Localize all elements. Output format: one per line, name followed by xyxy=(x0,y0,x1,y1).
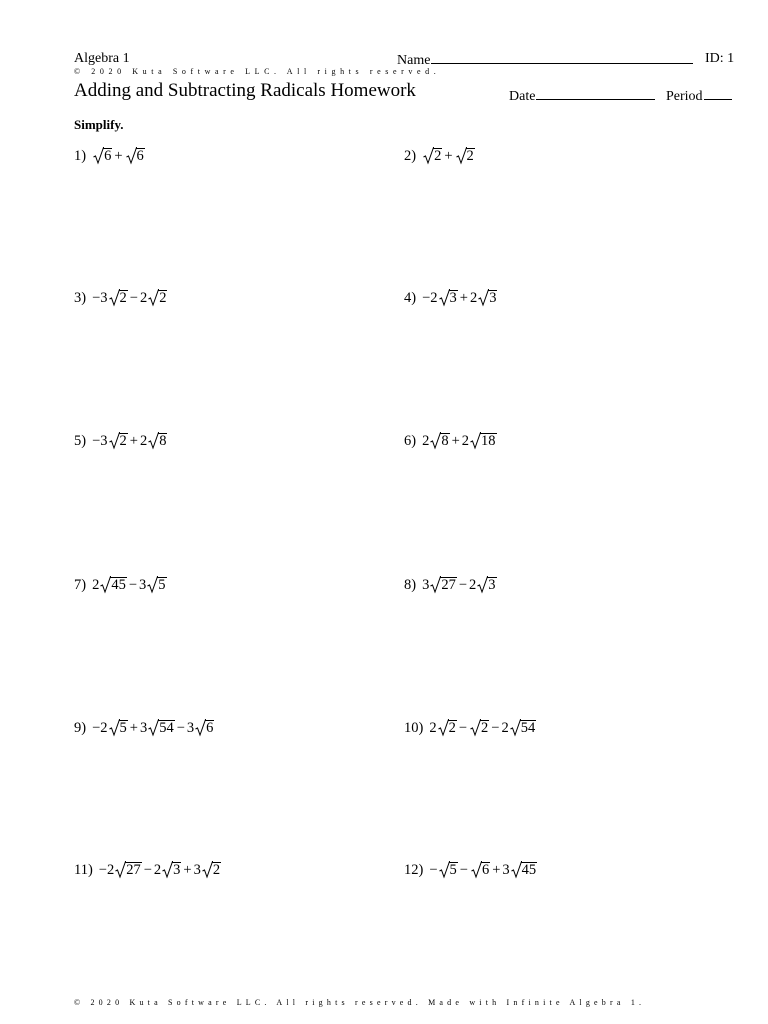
radicand: 3 xyxy=(173,862,181,878)
problem-expression xyxy=(99,862,221,878)
problem-number: 7) xyxy=(74,577,87,593)
radical xyxy=(195,720,214,737)
radicand: 2 xyxy=(448,720,456,736)
id-label: ID: 1 xyxy=(705,51,735,66)
period-blank[interactable] xyxy=(704,87,732,100)
radicand: 45 xyxy=(111,577,126,593)
coefficient: 3 xyxy=(139,577,147,593)
coefficient: 2 xyxy=(92,577,100,593)
radical-sign-icon xyxy=(510,719,521,736)
problem-3 xyxy=(74,290,167,307)
date-field[interactable] xyxy=(509,87,655,105)
problem-number: 12) xyxy=(404,862,424,878)
operator: + xyxy=(114,148,123,164)
name-blank[interactable] xyxy=(431,51,693,64)
radical-sign-icon xyxy=(100,576,111,593)
radical xyxy=(456,148,475,165)
radical-sign-icon xyxy=(471,861,482,878)
coefficient: 2 xyxy=(461,433,470,449)
radical-sign-icon xyxy=(126,147,137,164)
problem-7 xyxy=(74,577,167,594)
problem-5 xyxy=(74,433,167,450)
radicand: 5 xyxy=(119,720,127,736)
problem-number: 11) xyxy=(74,862,93,878)
radical xyxy=(511,862,538,879)
radical xyxy=(439,862,458,879)
radical-sign-icon xyxy=(456,147,467,164)
coefficient: 2 xyxy=(153,862,162,878)
radicand: 2 xyxy=(119,433,127,449)
coefficient: −2 xyxy=(92,720,108,736)
radical-sign-icon xyxy=(470,719,481,736)
radical xyxy=(477,577,496,594)
operator: + xyxy=(183,862,192,878)
coefficient: −3 xyxy=(92,433,108,449)
radicand: 2 xyxy=(159,290,167,306)
radical-sign-icon xyxy=(109,432,120,449)
operator: + xyxy=(451,433,460,449)
problem-12 xyxy=(404,862,537,879)
problem-11 xyxy=(74,862,221,879)
problem-2 xyxy=(404,148,475,165)
operator: − xyxy=(459,862,468,878)
problem-number: 4) xyxy=(404,290,417,306)
coefficient: 2 xyxy=(501,720,509,736)
radical-sign-icon xyxy=(438,719,449,736)
radical xyxy=(109,720,128,737)
problem-6 xyxy=(404,433,497,450)
copyright-footer: © 2020 Kuta Software LLC. All rights reserved. Made with Infinite Algebra 1. xyxy=(74,998,646,1007)
radicand: 2 xyxy=(119,290,127,306)
coefficient: 2 xyxy=(469,577,477,593)
radicand: 45 xyxy=(521,862,537,878)
radicand: 8 xyxy=(441,433,449,449)
radical-sign-icon xyxy=(430,432,441,449)
problem-expression xyxy=(92,290,167,306)
coefficient: 2 xyxy=(139,290,148,306)
radical xyxy=(148,290,167,307)
radical xyxy=(109,290,128,307)
operator: − xyxy=(176,720,185,736)
radicand: 6 xyxy=(481,862,490,878)
radicand: 3 xyxy=(489,290,497,306)
coefficient: 3 xyxy=(193,862,201,878)
problem-expression xyxy=(422,433,496,449)
radical xyxy=(478,290,497,307)
radicand: 2 xyxy=(212,862,221,878)
name-field[interactable] xyxy=(397,51,693,69)
coefficient: −2 xyxy=(98,862,115,878)
operator: − xyxy=(128,577,138,593)
radicand: 18 xyxy=(481,433,496,449)
radical xyxy=(423,148,442,165)
operator: + xyxy=(444,148,453,164)
worksheet-title: Adding and Subtracting Radicals Homework xyxy=(74,80,416,101)
problem-expression xyxy=(92,433,167,449)
problem-expression xyxy=(92,148,145,164)
radical-sign-icon xyxy=(147,576,158,593)
problem-number: 1) xyxy=(74,148,87,164)
copyright-top: © 2020 Kuta Software LLC. All rights reserved. xyxy=(74,67,441,76)
radical-sign-icon xyxy=(511,861,522,878)
radical-sign-icon xyxy=(470,432,481,449)
operator: + xyxy=(459,290,468,306)
problem-number: 2) xyxy=(404,148,417,164)
problem-expression xyxy=(92,577,166,593)
date-label: Date xyxy=(509,89,536,104)
instructions: Simplify. xyxy=(74,117,124,132)
coefficient: −2 xyxy=(422,290,438,306)
radical xyxy=(148,433,167,450)
problem-expression xyxy=(429,720,536,736)
problem-number: 5) xyxy=(74,433,87,449)
radicand: 54 xyxy=(520,720,536,736)
radical xyxy=(438,720,457,737)
coefficient: 2 xyxy=(139,433,148,449)
radical xyxy=(202,862,221,879)
problem-9 xyxy=(74,720,214,737)
name-label: Name xyxy=(397,53,431,68)
radical-sign-icon xyxy=(439,861,450,878)
radical xyxy=(162,862,181,879)
radicand: 54 xyxy=(159,720,174,736)
problem-4 xyxy=(404,290,497,307)
coefficient: 3 xyxy=(502,862,510,878)
radicand: 5 xyxy=(158,577,166,593)
radical xyxy=(147,577,166,594)
radical-sign-icon xyxy=(477,576,488,593)
problem-number: 9) xyxy=(74,720,87,736)
coefficient: 3 xyxy=(186,720,195,736)
radicand: 5 xyxy=(449,862,457,878)
radical-sign-icon xyxy=(148,719,159,736)
radical-sign-icon xyxy=(109,719,120,736)
problem-expression xyxy=(92,720,214,736)
radical-sign-icon xyxy=(423,147,434,164)
radicand: 2 xyxy=(466,148,474,164)
operator: − xyxy=(458,577,468,593)
radicand: 8 xyxy=(159,433,167,449)
radical-sign-icon xyxy=(430,576,441,593)
radicand: 27 xyxy=(126,862,141,878)
radicand: 6 xyxy=(136,148,144,164)
course-label: Algebra 1 xyxy=(74,51,130,66)
coefficient: 2 xyxy=(422,433,430,449)
radical xyxy=(470,433,497,450)
radical xyxy=(109,433,128,450)
problem-expression xyxy=(422,577,496,593)
problem-expression xyxy=(422,148,475,164)
radical-sign-icon xyxy=(439,289,450,306)
radical-sign-icon xyxy=(148,289,159,306)
period-field[interactable] xyxy=(666,87,732,105)
radicand: 2 xyxy=(434,148,442,164)
radical xyxy=(430,433,449,450)
radical xyxy=(510,720,537,737)
problem-1 xyxy=(74,148,145,165)
radicand: 6 xyxy=(104,148,112,164)
radicand: 27 xyxy=(441,577,456,593)
radicand: 6 xyxy=(206,720,214,736)
radical xyxy=(439,290,458,307)
problem-number: 3) xyxy=(74,290,87,306)
problem-10 xyxy=(404,720,536,737)
problem-number: 10) xyxy=(404,720,424,736)
coefficient: 2 xyxy=(469,290,478,306)
radical xyxy=(115,862,142,879)
radical-sign-icon xyxy=(162,861,173,878)
radical xyxy=(430,577,457,594)
radical xyxy=(148,720,175,737)
radicand: 3 xyxy=(449,290,457,306)
radical-sign-icon xyxy=(195,719,206,736)
radical xyxy=(100,577,127,594)
operator: − xyxy=(458,720,468,736)
problem-number: 8) xyxy=(404,577,417,593)
radical xyxy=(470,720,489,737)
problem-8 xyxy=(404,577,497,594)
radicand: 3 xyxy=(488,577,496,593)
operator: + xyxy=(129,433,138,449)
radical-sign-icon xyxy=(93,147,104,164)
coefficient: 2 xyxy=(429,720,437,736)
date-blank[interactable] xyxy=(536,87,655,100)
operator: − xyxy=(129,290,138,306)
radicand: 2 xyxy=(481,720,489,736)
problem-number: 6) xyxy=(404,433,417,449)
radical xyxy=(471,862,490,879)
radical xyxy=(93,148,112,165)
coefficient: −3 xyxy=(92,290,108,306)
radical-sign-icon xyxy=(115,861,126,878)
radical-sign-icon xyxy=(202,861,213,878)
coefficient: 3 xyxy=(139,720,148,736)
operator: − xyxy=(143,862,152,878)
radical xyxy=(126,148,145,165)
coefficient: − xyxy=(429,862,438,878)
radical-sign-icon xyxy=(148,432,159,449)
operator: + xyxy=(492,862,501,878)
coefficient: 3 xyxy=(422,577,430,593)
period-label: Period xyxy=(666,89,703,104)
problem-expression xyxy=(429,862,537,878)
problem-expression xyxy=(422,290,497,306)
operator: + xyxy=(129,720,138,736)
radical-sign-icon xyxy=(478,289,489,306)
radical-sign-icon xyxy=(109,289,120,306)
operator: − xyxy=(491,720,500,736)
